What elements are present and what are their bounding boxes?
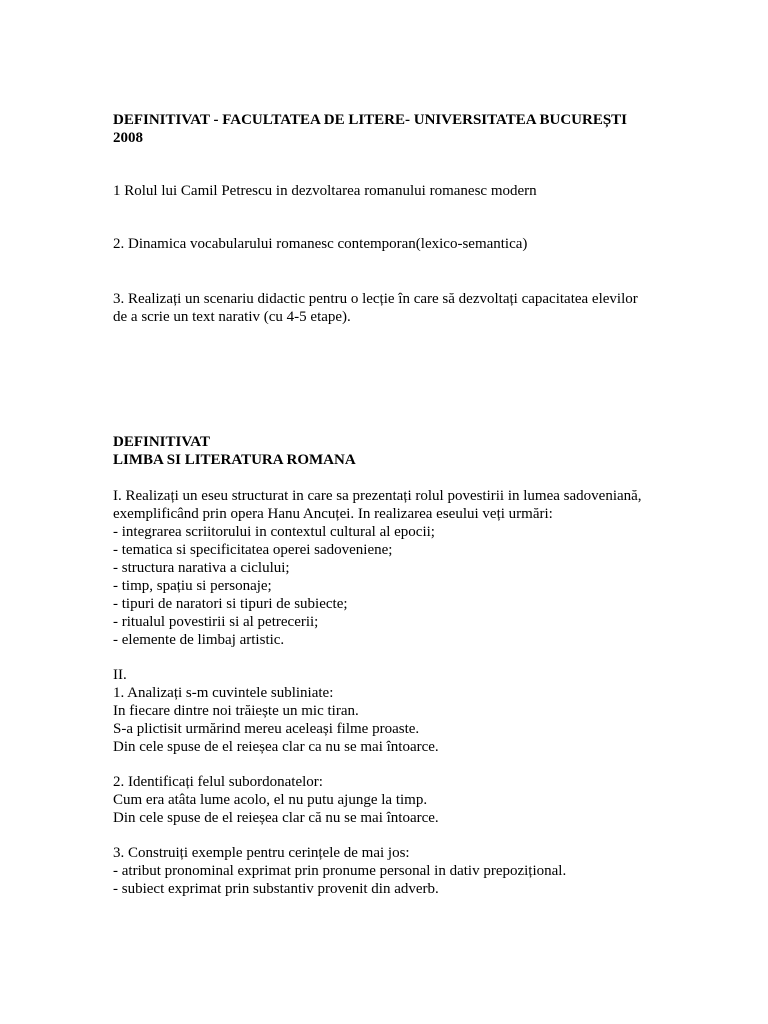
- question-3-prompt: 3. Construiți exemple pentru cerințele de mai jos:: [113, 845, 410, 861]
- essay-requirement: - elemente de limbaj artistic.: [113, 632, 285, 648]
- question-2-sentence: Cum era atâta lume acolo, el nu putu ajunge la timp.: [113, 792, 428, 808]
- topic-item-1: 1 Rolul lui Camil Petrescu in dezvoltarea romanului romanesc modern: [113, 183, 537, 199]
- question-2-sentence: Din cele spuse de el reieșea clar că nu se mai întoarce.: [113, 810, 439, 826]
- question-3-requirement: - atribut pronominal exprimat prin pronume personal in dativ prepozițional.: [113, 863, 567, 879]
- essay-prompt-line-1: I. Realizați un eseu structurat in care sa prezentați rolul povestirii in lumea sadoveniană,: [113, 488, 642, 504]
- section-heading-line-1: DEFINITIVAT: [113, 434, 210, 450]
- question-3-requirement: - subiect exprimat prin substantiv provenit din adverb.: [113, 881, 439, 897]
- essay-requirement: - tematica si specificitatea operei sadoveniene;: [113, 542, 393, 558]
- question-2-prompt: 2. Identificați felul subordonatelor:: [113, 774, 323, 790]
- essay-requirement: - structura narativa a ciclului;: [113, 560, 290, 576]
- part-ii-label: II.: [113, 667, 127, 683]
- essay-requirement: - tipuri de naratori si tipuri de subiecte;: [113, 596, 348, 612]
- document-title-line-2: 2008: [113, 130, 143, 146]
- question-1-sentence: In fiecare dintre noi trăiește un mic tiran.: [113, 703, 359, 719]
- essay-prompt-line-2: exemplificând prin opera Hanu Ancuței. In realizarea eseului veți urmări:: [113, 506, 553, 522]
- essay-requirement: - integrarea scriitorului in contextul cultural al epocii;: [113, 524, 435, 540]
- section-heading-line-2: LIMBA SI LITERATURA ROMANA: [113, 452, 356, 468]
- question-1-prompt: 1. Analizați s-m cuvintele subliniate:: [113, 685, 334, 701]
- topic-item-2: 2. Dinamica vocabularului romanesc contemporan(lexico-semantica): [113, 236, 528, 252]
- topic-item-3-line-1: 3. Realizați un scenariu didactic pentru o lecție în care să dezvoltați capacitatea elevilor: [113, 291, 638, 307]
- document-title-line-1: DEFINITIVAT - FACULTATEA DE LITERE- UNIVERSITATEA BUCUREȘTI: [113, 112, 628, 128]
- essay-requirement: - ritualul povestirii si al petrecerii;: [113, 614, 319, 630]
- essay-requirement: - timp, spațiu si personaje;: [113, 578, 272, 594]
- topic-item-3-line-2: de a scrie un text narativ (cu 4-5 etape).: [113, 309, 351, 325]
- question-1-sentence: Din cele spuse de el reieșea clar ca nu se mai întoarce.: [113, 739, 439, 755]
- question-1-sentence: S-a plictisit urmărind mereu aceleași filme proaste.: [113, 721, 420, 737]
